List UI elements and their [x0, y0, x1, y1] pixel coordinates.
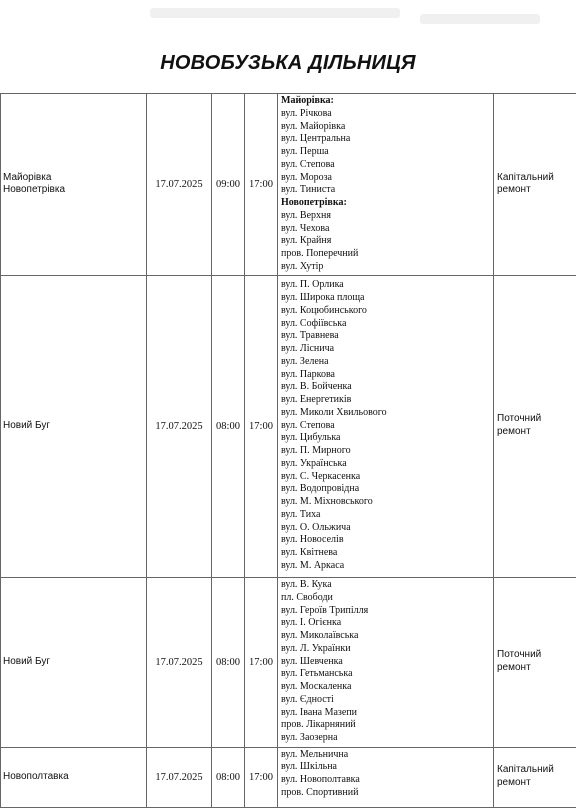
street-item: вул. Українська [281, 458, 493, 471]
street-item: вул. Хутір [281, 261, 493, 274]
date-cell: 17.07.2025 [147, 577, 212, 747]
table-row [1, 94, 576, 276]
location-name: Майорівка [3, 172, 146, 185]
street-item: пров. Лікарняний [281, 719, 493, 732]
end-time-cell: 17:00 [245, 577, 278, 747]
street-item: вул. Івана Мазепи [281, 707, 493, 720]
start-time-cell: 08:00 [212, 747, 245, 807]
street-item: вул. Степова [281, 420, 493, 433]
street-item: пров. Поперечний [281, 248, 493, 261]
street-item: вул. Верхня [281, 210, 493, 223]
work-type-text: ремонт [497, 426, 576, 439]
location-cell [1, 577, 147, 747]
date-cell: 17.07.2025 [147, 747, 212, 807]
start-time-cell: 09:00 [212, 94, 245, 276]
street-item: вул. Перша [281, 146, 493, 159]
street-item: пров. Спортивний [281, 787, 493, 800]
street-item: вул. Шкільна [281, 761, 493, 774]
street-item: вул. Степова [281, 159, 493, 172]
street-item: вул. Квітнева [281, 547, 493, 560]
page-title: НОВОБУЗЬКА ДІЛЬНИЦЯ [0, 52, 576, 75]
street-item: вул. Героїв Трипілля [281, 605, 493, 618]
street-item: вул. Л. Українки [281, 643, 493, 656]
location-name: Новий Буг [3, 420, 146, 433]
street-item: вул. О. Ольжича [281, 522, 493, 535]
street-item: Новопетрівка: [281, 197, 493, 210]
street-item: вул. В. Бойченка [281, 381, 493, 394]
street-item: вул. Центральна [281, 133, 493, 146]
work-type-text: Капітальний [497, 172, 576, 185]
table-row [1, 275, 576, 577]
start-time-cell: 08:00 [212, 577, 245, 747]
street-item: вул. Мороза [281, 172, 493, 185]
location-name: Новопетрівка [3, 184, 146, 197]
street-item: вул. П. Мирного [281, 445, 493, 458]
street-item: вул. Миколаївська [281, 630, 493, 643]
street-item: вул. Єдності [281, 694, 493, 707]
street-item: вул. В. Кука [281, 579, 493, 592]
work-type-cell [494, 94, 576, 276]
street-item: вул. Новоселів [281, 534, 493, 547]
streets-cell [278, 577, 494, 747]
street-item: вул. Софіївська [281, 318, 493, 331]
street-item: вул. Шевченка [281, 656, 493, 669]
outage-schedule-table [0, 93, 576, 808]
work-type-text: Поточний [497, 413, 576, 426]
end-time-cell: 17:00 [245, 747, 278, 807]
streets-cell [278, 275, 494, 577]
street-item: вул. Енергетиків [281, 394, 493, 407]
location-cell [1, 275, 147, 577]
street-item: вул. Річкова [281, 108, 493, 121]
table-row [1, 747, 576, 807]
work-type-cell [494, 577, 576, 747]
work-type-text: ремонт [497, 777, 576, 790]
street-item: вул. Тиха [281, 509, 493, 522]
street-item: вул. Москаленка [281, 681, 493, 694]
date-cell: 17.07.2025 [147, 275, 212, 577]
location-name: Новополтавка [3, 771, 146, 784]
street-item: вул. С. Черкасенка [281, 471, 493, 484]
street-item: вул. Миколи Хвильового [281, 407, 493, 420]
street-item: вул. Травнева [281, 330, 493, 343]
street-item: Майорівка: [281, 95, 493, 108]
street-item: вул. Крайня [281, 235, 493, 248]
table-row [1, 577, 576, 747]
work-type-text: Капітальний [497, 764, 576, 777]
street-item: пл. Свободи [281, 592, 493, 605]
work-type-text: ремонт [497, 184, 576, 197]
streets-cell [278, 747, 494, 807]
location-cell [1, 94, 147, 276]
end-time-cell: 17:00 [245, 94, 278, 276]
street-item: вул. Зелена [281, 356, 493, 369]
date-cell: 17.07.2025 [147, 94, 212, 276]
street-item: вул. Коцюбинського [281, 305, 493, 318]
street-item: вул. П. Орлика [281, 279, 493, 292]
location-name: Новий Буг [3, 656, 146, 669]
header-faded-area [0, 0, 576, 40]
street-item: вул. Гетьманська [281, 668, 493, 681]
location-cell [1, 747, 147, 807]
street-item: вул. Новополтавка [281, 774, 493, 787]
street-item: вул. Широка площа [281, 292, 493, 305]
work-type-text: ремонт [497, 662, 576, 675]
street-item: вул. Чехова [281, 223, 493, 236]
work-type-text: Поточний [497, 649, 576, 662]
work-type-cell [494, 275, 576, 577]
street-item: вул. Майорівка [281, 121, 493, 134]
street-item: вул. Тиниста [281, 184, 493, 197]
street-item: вул. Водопровідна [281, 483, 493, 496]
streets-cell [278, 94, 494, 276]
street-item: вул. І. Огієнка [281, 617, 493, 630]
work-type-cell [494, 747, 576, 807]
end-time-cell: 17:00 [245, 275, 278, 577]
street-item: вул. М. Аркаса [281, 560, 493, 573]
street-item: вул. Заозерна [281, 732, 493, 745]
street-item: вул. Паркова [281, 369, 493, 382]
start-time-cell: 08:00 [212, 275, 245, 577]
street-item: вул. Мельнична [281, 749, 493, 762]
street-item: вул. Лісничa [281, 343, 493, 356]
street-item: вул. М. Міхновського [281, 496, 493, 509]
street-item: вул. Цибулька [281, 432, 493, 445]
